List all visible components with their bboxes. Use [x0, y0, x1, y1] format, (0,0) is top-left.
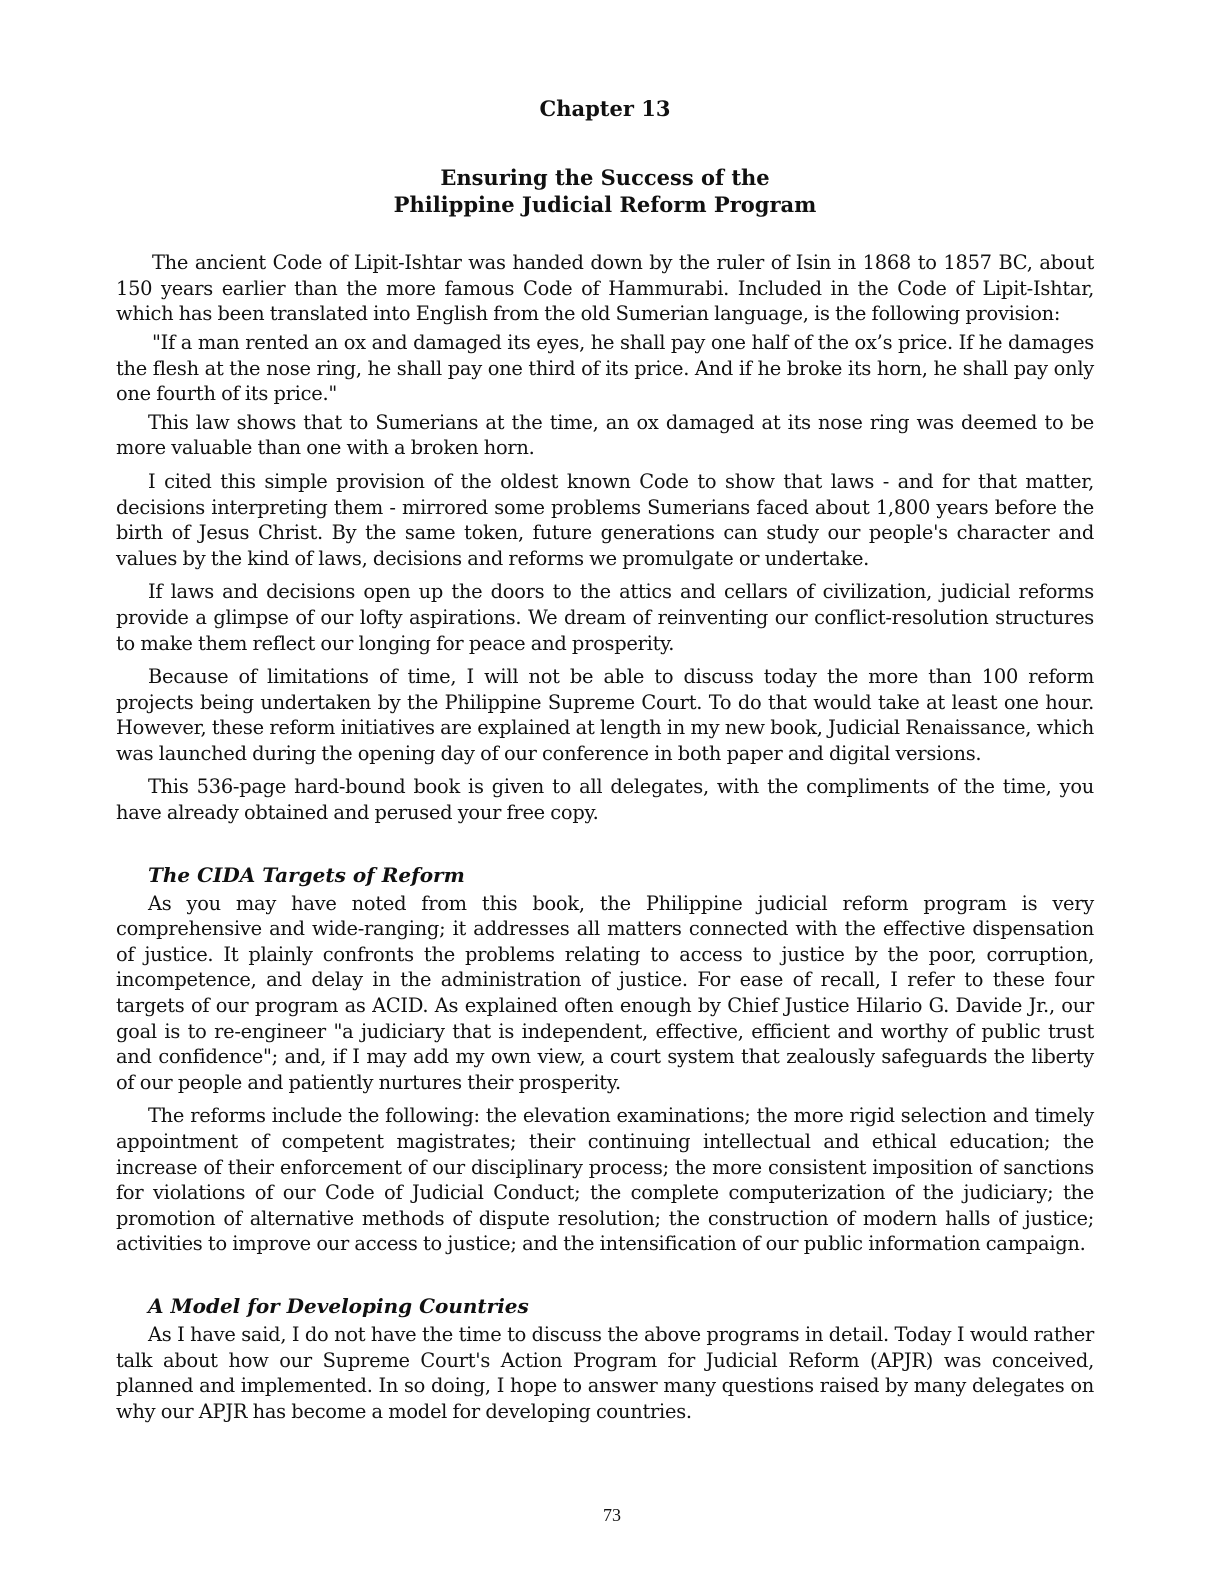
paragraph-intro-1: The ancient Code of Lipit-Ishtar was handed down by the ruler of Isin in 1868 to 1857 BC, about 150 years earlier than the more famous Code of Hammurabi. Included in the Code of Lipit-Ishtar, which has been translated into English from the old Sumerian language, is the following provision:	[116, 251, 1094, 326]
chapter-title-line-2: Philippine Judicial Reform Program	[393, 192, 817, 218]
paragraph-cida-2: The reforms include the following: the elevation examinations; the more rigid selection and timely appointment of competent magistrates; their continuing intellectual and ethical education; the increase of their enforcement of our disciplinary process; the more consistent imposition of sanctions for violations of our Code of Judicial Conduct; the complete computerization of the judiciary; the promotion of alternative methods of dispute resolution; the construction of modern halls of justice; activities to improve our access to justice; and the intensification of our public information campaign.	[116, 1104, 1094, 1256]
section-heading-model: A Model for Developing Countries	[148, 1293, 529, 1318]
paragraph-cida-1: As you may have noted from this book, the Philippine judicial reform program is very comprehensive and wide-ranging; it addresses all matters connected with the effective dispensation of justice. It plainly confronts the problems relating to access to justice by the poor, corruption, incompetence, and delay in the administration of justice. For ease of recall, I refer to these four targets of our program as ACID. As explained often enough by Chief Justice Hilario G. Davide Jr., our goal is to re-engineer "a judiciary that is independent, effective, efficient and worthy of public trust and confidence"; and, if I may add my own view, a court system that zealously safeguards the liberty of our people and patiently nurtures their prosperity.	[116, 891, 1094, 1094]
section-heading-cida: The CIDA Targets of Reform	[148, 862, 465, 887]
paragraph-quote: "If a man rented an ox and damaged its eyes, he shall pay one half of the ox’s price. If he damages the flesh at the nose ring, he shall pay one third of its price. And if he broke its horn, he shall pay only one fourth of its price."	[116, 330, 1094, 406]
chapter-title	[116, 164, 1094, 218]
paragraph-intro-6: Because of limitations of time, I will not be able to discuss today the more than 100 reform projects being undertaken by the Philippine Supreme Court. To do that would take at least one hour. However, these reform initiatives are explained at length in my new book, Judicial Renaissance, which was launched during the opening day of our conference in both paper and digital versions.	[116, 665, 1094, 765]
paragraph-intro-3: This law shows that to Sumerians at the time, an ox damaged at its nose ring was deemed to be more valuable than one with a broken horn.	[116, 410, 1094, 460]
page-number: 73	[603, 1505, 621, 1525]
paragraph-intro-5: If laws and decisions open up the doors to the attics and cellars of civilization, judicial reforms provide a glimpse of our lofty aspirations. We dream of reinventing our conflict-resolution structures to make them reflect our longing for peace and prosperity.	[116, 580, 1094, 655]
paragraph-intro-4: I cited this simple provision of the oldest known Code to show that laws - and for that matter, decisions interpreting them - mirrored some problems Sumerians faced about 1,800 years before the birth of Jesus Christ. By the same token, future generations can study our people's character and values by the kind of laws, decisions and reforms we promulgate or undertake.	[116, 469, 1094, 570]
chapter-label: Chapter 13	[539, 96, 671, 121]
paragraph-model-1: As I have said, I do not have the time to discuss the above programs in detail. Today I would rather talk about how our Supreme Court's Action Program for Judicial Reform (APJR) was conceived, planned and implemented. In so doing, I hope to answer many questions raised by many delegates on why our APJR has become a model for developing countries.	[116, 1322, 1094, 1423]
chapter-title-line-1: Ensuring the Success of the	[440, 165, 770, 191]
document-page	[116, 96, 1094, 1432]
paragraph-intro-7: This 536-page hard-bound book is given to all delegates, with the compliments of the time, you have already obtained and perused your free copy.	[116, 775, 1094, 825]
